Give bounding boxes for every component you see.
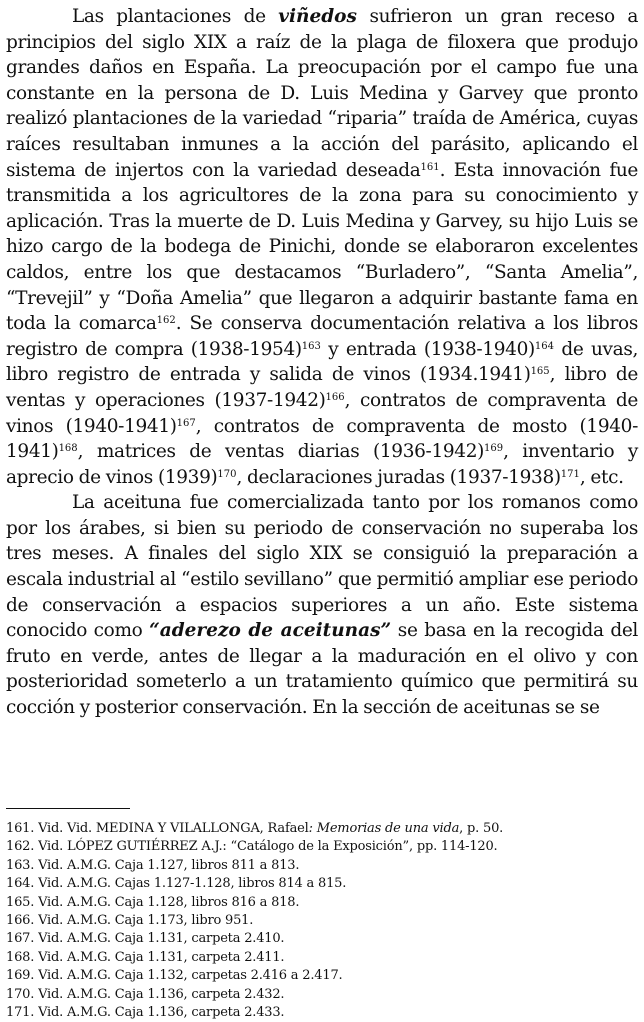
- footnote-ref-165[interactable]: 165: [530, 366, 550, 378]
- text-run: La aceituna fue comercializada tanto por los romanos como por los árabes, si bien su periodo de conservación no superaba los tres meses. A finales del siglo XIX se consiguió la preparación a escala industrial al “estilo sevillano” que permitió ampliar ese periodo de conservación a espacios superiores a un año. Este sistema conocido como: [6, 492, 638, 642]
- footnote-165: [6, 894, 638, 912]
- footnote-ref-164[interactable]: 164: [534, 340, 554, 352]
- text-run: . Esta innovación fue transmitida a los agricultores de la zona para su conocimiento y aplicación. Tras la muerte de D. Luis Medina y Garvey, su hijo Luis se hizo cargo de la bodega de Pinichi, donde se elaboraron excelentes caldos, entre los que destacamos “Burladero”, “Santa Amelia”, “Trevejil” y “Doña Amelia” que llegaron a adquirir bastante fama en toda la comarca: [6, 159, 638, 335]
- footnote-166: [6, 912, 638, 930]
- text-run: , p. 50.: [459, 821, 504, 836]
- footnote-ref-169[interactable]: 169: [484, 443, 504, 455]
- text-run: , etc.: [579, 466, 624, 488]
- text-run: 171. Vid. A.M.G. Caja 1.136, carpeta 2.433.: [6, 1005, 285, 1021]
- footnote-ref-162[interactable]: 162: [156, 315, 176, 327]
- document-page: [6, 0, 638, 1021]
- footnote-separator: [6, 808, 130, 809]
- text-run: , contratos de compraventa de vinos (1940-1941): [6, 389, 638, 437]
- text-run: 166. Vid. A.M.G. Caja 1.173, libro 951.: [6, 913, 254, 929]
- text-run: 162. Vid. LÓPEZ GUTIÉRREZ A.J.: “Catálogo de la Exposición”, pp. 114-120.: [6, 839, 498, 855]
- footnote-161: [6, 820, 638, 838]
- footnote-171: [6, 1004, 638, 1022]
- text-run: 170. Vid. A.M.G. Caja 1.136, carpeta 2.432.: [6, 986, 285, 1002]
- footnote-168: [6, 949, 638, 967]
- paragraph-olives: [6, 490, 638, 720]
- text-run: se basa en la recogida del fruto en verde, antes de llegar a la maduración en el olivo y con posterioridad someterlo a un tratamiento químico que permitirá su cocción y posterior conservación. En la sección de aceitunas se se: [6, 620, 638, 719]
- footnote-ref-171[interactable]: 171: [560, 468, 580, 480]
- footnote-ref-161[interactable]: 161: [420, 161, 440, 173]
- text-run: Las plantaciones de: [72, 6, 279, 27]
- footnote-164: [6, 875, 638, 893]
- text-run: 161. Vid. Vid. MEDINA Y VILALLONGA, Rafael: [6, 821, 309, 836]
- text-run: 163. Vid. A.M.G. Caja 1.127, libros 811 a 813.: [6, 857, 300, 873]
- text-run: , declaraciones juradas (1937-1938): [236, 466, 561, 488]
- text-run: , matrices de ventas diarias (1936-1942): [77, 441, 484, 463]
- book-title: : Memorias de una vida: [308, 821, 460, 836]
- text-run: 167. Vid. A.M.G. Caja 1.131, carpeta 2.410.: [6, 931, 285, 947]
- paragraph-vineyards: [6, 4, 638, 490]
- emphasis-aderezo: “aderezo de aceitunas”: [149, 620, 392, 642]
- text-run: 169. Vid. A.M.G. Caja 1.132, carpetas 2.416 a 2.417.: [6, 968, 343, 984]
- text-run: sufrieron un gran receso a principios del siglo XIX a raíz de la plaga de filoxera que produjo grandes daños en España. La preocupación por el campo fue una constante en la persona de D. Luis Medina y Garvey que pronto realizó plantaciones de la variedad “riparia” traída de América, cuyas raíces resultaban inmunes a la acción del parásito, aplicando el sistema de injertos con la variedad deseada: [6, 6, 638, 181]
- text-run: . Se conserva documentación relativa a los libros registro de compra (1938-1954): [6, 313, 638, 360]
- footnote-ref-168[interactable]: 168: [58, 443, 78, 455]
- text-run: , contratos de compraventa de mosto (1940-1941): [6, 415, 638, 463]
- footnote-ref-163[interactable]: 163: [301, 340, 321, 352]
- footnote-ref-167[interactable]: 167: [176, 417, 196, 429]
- body-text: [6, 4, 638, 721]
- text-run: , inventario y aprecio de vinos (1939): [6, 441, 638, 488]
- emphasis-vinedos: viñedos: [278, 6, 357, 27]
- text-run: 164. Vid. A.M.G. Cajas 1.127-1.128, libros 814 a 815.: [6, 876, 347, 892]
- footnote-ref-170[interactable]: 170: [217, 468, 237, 480]
- footnote-163: [6, 857, 638, 875]
- text-run: , libro de ventas y operaciones (1937-1942): [6, 364, 638, 411]
- text-run: 165. Vid. A.M.G. Caja 1.128, libros 816 a 818.: [6, 894, 300, 910]
- footnote-ref-166[interactable]: 166: [325, 391, 345, 403]
- text-run: de uvas, libro registro de entrada y salida de vinos (1934.1941): [6, 338, 638, 386]
- footnote-162: [6, 838, 638, 856]
- footnote-167: [6, 930, 638, 948]
- text-run: 168. Vid. A.M.G. Caja 1.131, carpeta 2.411.: [6, 949, 285, 965]
- text-run: y entrada (1938-1940): [320, 338, 535, 360]
- footnotes: [6, 820, 638, 1022]
- footnote-170: [6, 986, 638, 1004]
